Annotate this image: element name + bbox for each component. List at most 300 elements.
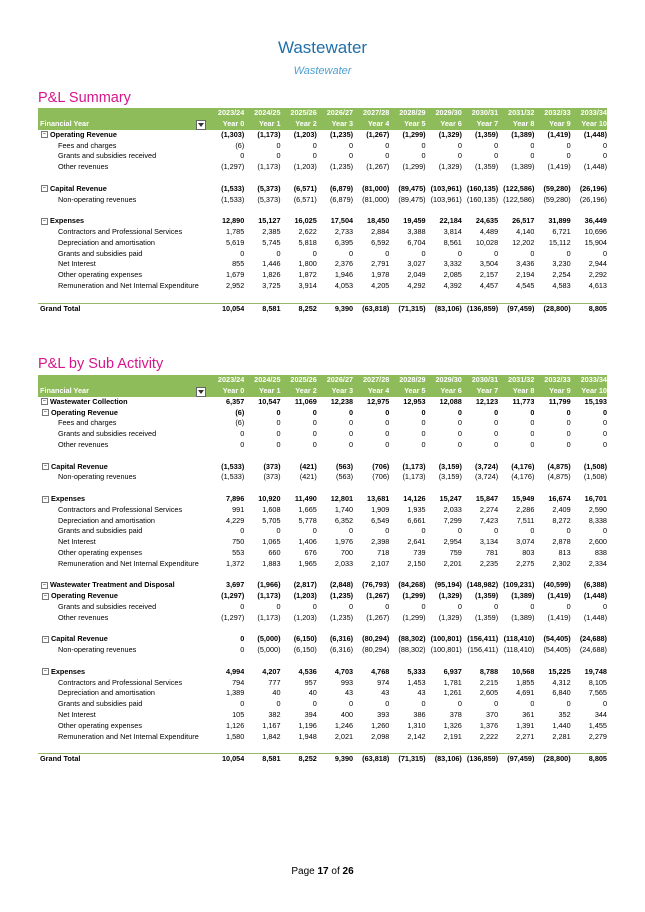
value-cell: 1,326 [443, 720, 462, 730]
row-label-cell [38, 667, 208, 678]
collapse-toggle-icon[interactable]: − [41, 582, 48, 589]
value-cell: 0 [276, 140, 281, 150]
page-subtitle: Wastewater [293, 65, 352, 77]
value-cell: 12,975 [367, 396, 390, 406]
value-cell: (1,389) [511, 162, 535, 172]
value-cell: 16,701 [584, 493, 607, 503]
value-cell: 0 [566, 407, 571, 417]
row-label-cell [38, 227, 208, 238]
row-label-cell [38, 418, 208, 429]
value-cell: 0 [240, 601, 245, 611]
value-cell: (5,000) [257, 634, 281, 644]
value-cell: (1,359) [475, 612, 499, 622]
value-cell: 15,127 [258, 216, 281, 226]
value-cell: 0 [385, 248, 390, 258]
row-label-cell [38, 162, 208, 173]
section-title-pl-by-sub-activity: P&L by Sub Activity [38, 356, 164, 372]
value-cell: 15,949 [512, 493, 535, 503]
financial-year-header [38, 386, 208, 397]
value-cell: (1,508) [583, 461, 607, 471]
value-cell: (1,966) [257, 580, 281, 590]
value-cell: 7,299 [443, 515, 462, 525]
collapse-toggle-icon[interactable]: − [41, 218, 48, 225]
value-cell: 0 [457, 418, 462, 428]
value-cell: (1,297) [221, 162, 245, 172]
value-cell: 361 [522, 709, 535, 719]
header-fiscal-year: 2023/24 [208, 375, 244, 386]
grand-total-value: 8,252 [281, 303, 317, 314]
header-fiscal-year: 2030/31 [462, 375, 498, 386]
value-cell: (1,448) [583, 162, 607, 172]
header-row-years [38, 375, 607, 386]
value-cell: (59,280) [543, 194, 571, 204]
header-year-index: Year 6 [426, 119, 462, 130]
value-cell: (1,448) [583, 129, 607, 139]
spacer-row [38, 205, 607, 216]
value-cell: 1,946 [334, 270, 354, 280]
collapse-toggle-icon[interactable]: − [42, 496, 49, 503]
value-cell: 0 [240, 248, 245, 258]
row-label: Other operating expenses [58, 547, 142, 557]
value-cell: (5,373) [257, 194, 281, 204]
value-cell: 3,697 [226, 580, 245, 590]
grand-total-value: (71,315) [389, 754, 425, 765]
header-fiscal-year: 2032/33 [534, 108, 570, 119]
value-cell: 1,580 [226, 731, 245, 741]
value-cell: (156,411) [467, 645, 499, 655]
value-cell: (1,173) [402, 472, 426, 482]
value-cell: 0 [276, 407, 281, 417]
spacer-row [38, 173, 607, 184]
value-cell: 0 [349, 407, 354, 417]
value-cell: (1,329) [438, 591, 462, 601]
value-cell: (118,410) [503, 634, 535, 644]
value-cell: (148,982) [466, 580, 499, 590]
value-cell: 4,994 [226, 666, 245, 676]
row-label-cell [38, 516, 208, 527]
page-prefix: Page [291, 866, 318, 877]
value-cell: 4,229 [226, 515, 245, 525]
row-label: Operating Revenue [50, 129, 117, 139]
value-cell: 0 [494, 140, 499, 150]
value-cell: 0 [602, 248, 607, 258]
table-row [38, 667, 607, 678]
value-cell: (81,000) [362, 183, 390, 193]
header-row-financial-year [38, 119, 607, 130]
table-row [38, 462, 607, 473]
value-cell: 2,952 [226, 280, 245, 290]
header-year-index: Year 3 [317, 119, 353, 130]
row-label: Wastewater Collection [50, 396, 128, 406]
value-cell: (156,411) [467, 634, 499, 644]
value-cell: (160,135) [466, 183, 499, 193]
value-cell: 2,222 [479, 731, 499, 741]
value-cell: (6,879) [329, 183, 354, 193]
value-cell: (1,419) [547, 162, 571, 172]
value-cell: 0 [457, 407, 462, 417]
value-cell: 0 [457, 429, 462, 439]
value-cell: 2,409 [552, 504, 571, 514]
value-cell: 0 [602, 407, 607, 417]
value-cell: 6,840 [552, 688, 571, 698]
value-cell: 36,449 [584, 216, 607, 226]
value-cell: 1,310 [407, 720, 426, 730]
value-cell: 10,696 [584, 226, 607, 236]
value-cell: 2,201 [443, 558, 462, 568]
value-cell: (563) [336, 461, 354, 471]
value-cell: 3,332 [443, 259, 462, 269]
value-cell: 1,935 [407, 504, 426, 514]
value-cell: 718 [377, 547, 390, 557]
value-cell: 0 [421, 140, 426, 150]
value-cell: 0 [530, 429, 535, 439]
value-cell: 2,292 [588, 270, 607, 280]
value-cell: 553 [232, 547, 245, 557]
value-cell: 2,049 [407, 270, 426, 280]
page-title: Wastewater [277, 38, 368, 57]
value-cell: (89,475) [398, 194, 426, 204]
value-cell: (1,173) [257, 591, 281, 601]
value-cell: 0 [530, 699, 535, 709]
row-label: Net Interest [58, 259, 96, 269]
value-cell: (1,267) [366, 591, 390, 601]
table-row [38, 591, 607, 602]
value-cell: 15,193 [584, 396, 607, 406]
value-cell: 2,733 [334, 226, 354, 236]
value-cell: (2,848) [329, 580, 354, 590]
filter-dropdown-icon[interactable] [196, 387, 206, 397]
value-cell: 382 [268, 709, 281, 719]
row-label: Grants and subsidies paid [58, 699, 143, 709]
value-cell: 8,338 [588, 515, 607, 525]
row-label-cell [38, 559, 208, 570]
value-cell: (1,203) [293, 612, 317, 622]
grand-total-value: (28,800) [534, 303, 570, 314]
collapse-toggle-icon[interactable]: − [42, 409, 49, 416]
value-cell: 0 [602, 151, 607, 161]
value-cell: (6,879) [329, 194, 354, 204]
row-label-cell [38, 130, 208, 141]
value-cell: 803 [522, 547, 535, 557]
value-cell: 6,592 [371, 237, 390, 247]
value-cell: (1,329) [438, 129, 462, 139]
spacer-cell [38, 205, 607, 216]
value-cell: 1,665 [298, 504, 317, 514]
value-cell: 43 [417, 688, 426, 698]
value-cell: (54,405) [543, 645, 571, 655]
section-title-pl-summary: P&L Summary [38, 90, 131, 106]
value-cell: (4,176) [511, 461, 535, 471]
value-cell: 4,205 [371, 280, 390, 290]
value-cell: 0 [240, 634, 245, 644]
value-cell: 1,389 [226, 688, 245, 698]
value-cell: 2,600 [588, 537, 607, 547]
value-cell: (54,405) [543, 634, 571, 644]
value-cell: 0 [312, 699, 317, 709]
collapse-toggle-icon[interactable]: − [41, 185, 48, 192]
value-cell: (1,173) [257, 612, 281, 622]
value-cell: (80,294) [362, 634, 390, 644]
filter-dropdown-icon[interactable] [196, 120, 206, 130]
value-cell: 11,490 [294, 493, 317, 503]
spacer-cell [38, 483, 607, 494]
header-year-index: Year 7 [462, 119, 498, 130]
value-cell: (1,267) [366, 129, 390, 139]
value-cell: 2,254 [552, 270, 571, 280]
value-cell: 993 [340, 677, 354, 687]
row-label: Expenses [51, 666, 86, 676]
table-row [38, 559, 607, 570]
value-cell: (88,302) [398, 634, 426, 644]
grand-total-value: (83,106) [426, 303, 462, 314]
row-label: Capital Revenue [51, 461, 108, 471]
value-cell: 0 [494, 248, 499, 258]
value-cell: 0 [276, 699, 281, 709]
value-cell: 0 [421, 601, 426, 611]
table-row [38, 249, 607, 260]
value-cell: (1,419) [547, 612, 571, 622]
table-row [38, 699, 607, 710]
value-cell: 1,909 [371, 504, 390, 514]
row-label-cell [38, 721, 208, 732]
value-cell: 838 [594, 547, 607, 557]
value-cell: 4,312 [552, 677, 571, 687]
value-cell: (1,299) [402, 129, 426, 139]
value-cell: (1,299) [402, 591, 426, 601]
value-cell: 378 [449, 709, 462, 719]
row-label: Remuneration and Net Internal Expenditure [58, 731, 199, 741]
value-cell: 0 [421, 429, 426, 439]
value-cell: 1,376 [479, 720, 499, 730]
value-cell: 2,275 [516, 558, 535, 568]
value-cell: 0 [566, 248, 571, 258]
value-cell: 0 [602, 601, 607, 611]
value-cell: 7,511 [516, 515, 535, 525]
header-year-index: Year 4 [353, 119, 389, 130]
spacer-cell [38, 173, 607, 184]
value-cell: 2,107 [371, 558, 390, 568]
value-cell: (6) [235, 140, 245, 150]
value-cell: 8,272 [552, 515, 571, 525]
value-cell: (6,150) [293, 645, 317, 655]
table-row [38, 526, 607, 537]
value-cell: 1,261 [443, 688, 462, 698]
value-cell: 13,681 [367, 493, 390, 503]
row-label-cell [38, 141, 208, 152]
table-row [38, 281, 607, 292]
value-cell: (3,724) [475, 461, 499, 471]
value-cell: 0 [421, 248, 426, 258]
value-cell: (2,817) [293, 580, 317, 590]
row-label: Contractors and Professional Services [58, 677, 183, 687]
value-cell: (76,793) [362, 580, 390, 590]
spacer-cell [38, 624, 607, 635]
value-cell: 3,504 [479, 259, 499, 269]
value-cell: (1,235) [329, 612, 354, 622]
value-cell: 0 [276, 601, 281, 611]
value-cell: (3,159) [438, 472, 462, 482]
row-label-cell [38, 494, 208, 505]
collapse-toggle-icon[interactable]: − [42, 593, 49, 600]
value-cell: (4,875) [547, 461, 571, 471]
value-cell: (1,419) [547, 591, 571, 601]
grand-total-row [38, 754, 607, 765]
value-cell: (81,000) [362, 194, 390, 204]
collapse-toggle-icon[interactable]: − [42, 463, 49, 470]
value-cell: (6,388) [583, 580, 607, 590]
value-cell: 0 [385, 140, 390, 150]
value-cell: (1,235) [329, 591, 354, 601]
header-row-financial-year [38, 386, 607, 397]
table-row [38, 440, 607, 451]
header-year-index: Year 10 [571, 386, 607, 397]
row-label-cell [38, 195, 208, 206]
value-cell: 2,033 [443, 504, 462, 514]
collapse-toggle-icon[interactable]: − [41, 398, 48, 405]
grand-total-value: (28,800) [534, 754, 570, 765]
value-cell: 4,053 [334, 280, 354, 290]
value-cell: 700 [340, 547, 354, 557]
header-fiscal-year: 2029/30 [426, 108, 462, 119]
row-label: Non-operating revenues [58, 194, 137, 204]
value-cell: 10,547 [258, 396, 281, 406]
table-row [38, 494, 607, 505]
row-label: Net Interest [58, 537, 96, 547]
value-cell: 2,791 [371, 259, 390, 269]
value-cell: 1,608 [262, 504, 281, 514]
value-cell: 1,872 [298, 270, 317, 280]
value-cell: 6,395 [334, 237, 354, 247]
grand-total-label: Grand Total [38, 754, 208, 765]
header-fiscal-year: 2032/33 [534, 375, 570, 386]
value-cell: 2,279 [588, 731, 607, 741]
value-cell: 0 [349, 418, 354, 428]
table-row [38, 195, 607, 206]
table-row [38, 634, 607, 645]
collapse-toggle-icon[interactable]: − [42, 636, 49, 643]
value-cell: 2,334 [588, 558, 607, 568]
grand-total-label: Grand Total [38, 303, 208, 314]
value-cell: (1,389) [511, 129, 535, 139]
value-cell: 0 [240, 151, 245, 161]
table-row [38, 732, 607, 743]
value-cell: 2,605 [479, 688, 499, 698]
value-cell: 4,292 [407, 280, 426, 290]
value-cell: 3,814 [443, 226, 462, 236]
row-label: Non-operating revenues [58, 472, 137, 482]
value-cell: 2,281 [552, 731, 571, 741]
row-label-cell [38, 602, 208, 613]
value-cell: 0 [385, 407, 390, 417]
value-cell: 0 [349, 439, 354, 449]
value-cell: 6,352 [334, 515, 354, 525]
grand-total-value: 9,390 [317, 754, 353, 765]
value-cell: 2,398 [371, 537, 390, 547]
header-fiscal-year: 2024/25 [244, 375, 280, 386]
header-fiscal-year: 2023/24 [208, 108, 244, 119]
value-cell: 6,937 [443, 666, 462, 676]
table-row [38, 505, 607, 516]
value-cell: 0 [421, 699, 426, 709]
value-cell: 0 [457, 248, 462, 258]
value-cell: 386 [413, 709, 426, 719]
value-cell: 1,391 [516, 720, 535, 730]
value-cell: 15,847 [475, 493, 499, 503]
value-cell: 1,965 [298, 558, 317, 568]
value-cell: 2,157 [479, 270, 499, 280]
spacer-row [38, 483, 607, 494]
value-cell: (1,508) [583, 472, 607, 482]
value-cell: 14,126 [403, 493, 426, 503]
value-cell: 0 [385, 526, 390, 536]
value-cell: 1,453 [407, 677, 426, 687]
collapse-toggle-icon[interactable]: − [42, 668, 49, 675]
value-cell: 1,785 [226, 226, 245, 236]
value-cell: 957 [304, 677, 317, 687]
value-cell: 0 [530, 418, 535, 428]
value-cell: 0 [385, 601, 390, 611]
value-cell: 0 [602, 418, 607, 428]
row-label-cell [38, 537, 208, 548]
value-cell: (6,571) [293, 183, 317, 193]
grand-total-value: 8,805 [571, 754, 607, 765]
grand-total-value: 8,252 [281, 754, 317, 765]
collapse-toggle-icon[interactable]: − [41, 131, 48, 138]
value-cell: 676 [304, 547, 317, 557]
spacer-cell [38, 570, 607, 581]
row-label: Fees and charges [58, 418, 117, 428]
row-label-cell [38, 472, 208, 483]
row-label-cell [38, 580, 208, 591]
row-label: Fees and charges [58, 140, 117, 150]
table-row [38, 645, 607, 656]
value-cell: 1,883 [262, 558, 281, 568]
row-label: Depreciation and amortisation [58, 237, 155, 247]
row-label-cell [38, 408, 208, 419]
value-cell: 43 [381, 688, 390, 698]
value-cell: 2,235 [479, 558, 499, 568]
table-row [38, 688, 607, 699]
value-cell: 3,388 [407, 226, 426, 236]
value-cell: 0 [530, 140, 535, 150]
spacer-row [38, 656, 607, 667]
value-cell: 6,357 [226, 396, 245, 406]
table-row [38, 418, 607, 429]
spacer-row [38, 570, 607, 581]
value-cell: 7,896 [226, 493, 245, 503]
row-label: Other revenues [58, 439, 109, 449]
row-label-cell [38, 184, 208, 195]
value-cell: 2,878 [552, 537, 571, 547]
value-cell: 0 [240, 439, 245, 449]
value-cell: 2,215 [479, 677, 499, 687]
table-row [38, 227, 607, 238]
row-label: Other revenues [58, 162, 109, 172]
spacer-row [38, 624, 607, 635]
value-cell: 0 [276, 526, 281, 536]
value-cell: 0 [457, 140, 462, 150]
row-label: Grants and subsidies received [58, 601, 157, 611]
value-cell: 22,184 [439, 216, 462, 226]
value-cell: (1,419) [547, 129, 571, 139]
grand-total-value: (136,859) [462, 303, 498, 314]
header-year-index: Year 1 [244, 119, 280, 130]
table-row [38, 259, 607, 270]
row-label-cell [38, 259, 208, 270]
header-fiscal-year: 2033/34 [571, 375, 607, 386]
value-cell: (109,231) [503, 580, 535, 590]
value-cell: 0 [530, 601, 535, 611]
